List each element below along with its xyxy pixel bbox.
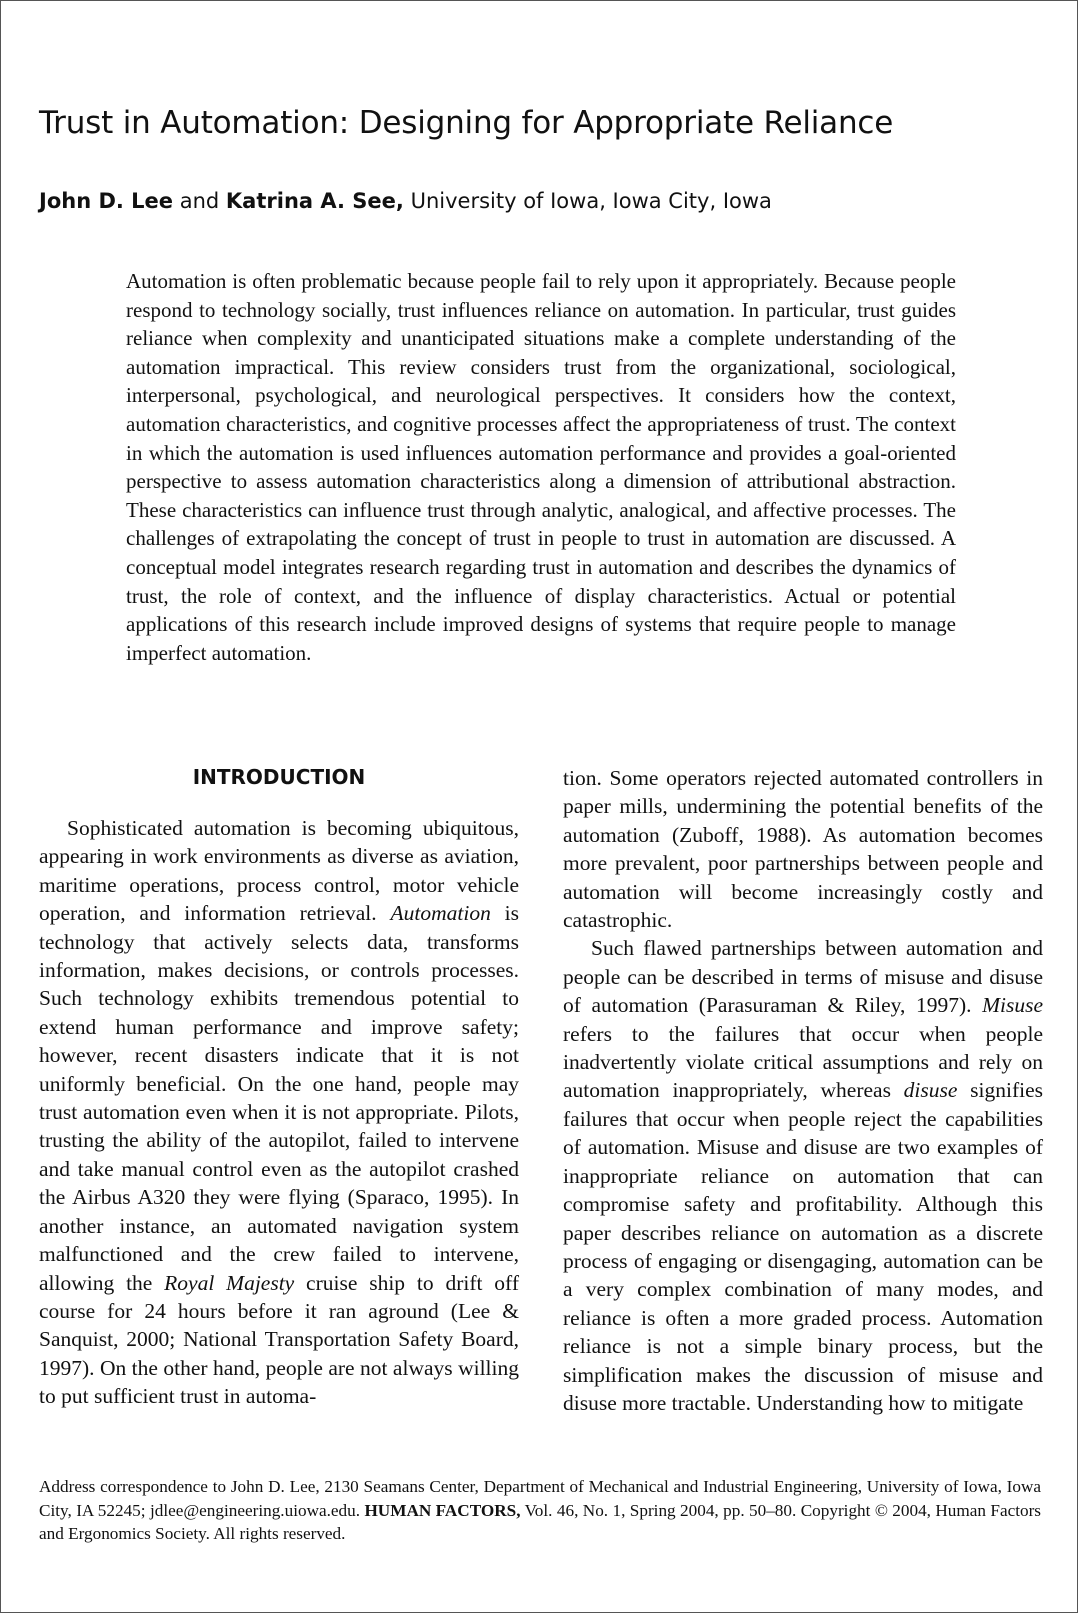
abstract: Automation is often problematic because people fail to rely upon it appropriately. Because people respond to technology socially, trust influences reliance on automation. In particular, trust guides reliance when complexity and unanticipated situations make a complete understanding of the automation impractical. This review considers trust from the organizational, sociological, interpersonal, psychological, and neurological perspectives. It considers how the context, automation characteristics, and cognitive processes affect the appropriateness of trust. The context in which the automation is used influences automation performance and provides a goal-oriented perspective to assess automation characteristics along a dimension of attributional abstraction. These characteristics can influence trust through analytic, analogical, and affective processes. The challenges of extrapolating the concept of trust in people to trust in automation are discussed. A conceptual model integrates research regarding trust in automation and describes the dynamics of trust, the role of context, and the influence of display characteristics. Actual or potential applications of this research include improved designs of systems that require people to manage imperfect automation. xyxy=(126,269,956,665)
paragraph-text: is technology that actively selects data, transforms information, makes decisions, or controls processes. Such technology exhibits tremendous potential to extend human performance and improve safety; however, recent disasters indicate that it is not uniformly beneficial. On the one hand, people may trust automation even when it is not appropriate. Pilots, trusting the ability of the autopilot, failed to intervene and take manual control even as the autopilot crashed the Airbus A320 they were flying (Sparaco, 1995). In another instance, an automated navigation system malfunctioned and the crew failed to intervene, allowing the xyxy=(39,901,520,1295)
journal-name: HUMAN FACTORS, xyxy=(364,1500,521,1520)
body-column-right xyxy=(563,764,1043,1417)
term-automation: Automation xyxy=(390,901,491,926)
paragraph-text: Sophisticated automation is becoming ubiquitous, appearing in work environments as diverse as aviation, maritime operations, process control, motor vehicle operation, and information retrieval. xyxy=(39,816,519,926)
paragraph-text: cruise ship to drift off course for 24 hours before it ran aground (Lee & Sanquist, 2000; National Transportation Safety Board, 1997). On the other hand, people are not always willing to put sufficient trust in automa- xyxy=(39,1270,519,1409)
author-line xyxy=(39,189,772,213)
author-lee: John D. Lee xyxy=(39,189,174,213)
correspondence-footnote xyxy=(39,1475,1041,1546)
term-misuse: Misuse xyxy=(982,993,1043,1018)
term-disuse: disuse xyxy=(903,1078,958,1103)
paragraph-intro-2 xyxy=(563,934,1043,1417)
paragraph-text: Such flawed partnerships between automation and people can be described in terms of misuse and disuse of automation (Parasuraman & Riley, 1997). xyxy=(563,936,1043,1018)
author-see: Katrina A. See, xyxy=(225,189,404,213)
ship-name: Royal Majesty xyxy=(164,1270,295,1295)
paragraph-text: refers to the failures that occur when people inadvertently violate critical assumptions and rely on automation inappropriately, whereas xyxy=(563,1021,1043,1103)
author-conjunction: and xyxy=(173,189,226,213)
author-affiliation: University of Iowa, Iowa City, Iowa xyxy=(403,189,772,213)
footnote-text: Address correspondence to John D. Lee, 2130 Seamans Center, Department of Mechanical and Industrial Engineering, University of Iowa, Iowa City, IA 52245; jdlee@engineering.uiowa.edu. xyxy=(39,1477,1041,1520)
body-column-left xyxy=(39,761,519,1411)
paragraph-text: signifies failures that occur when people reject the capabilities of automation. Misuse and disuse are two examples of inappropriate reliance on automation that can compromise safety and profitability. Although this paper describes reliance on automation as a discrete process of engaging or disengaging, automation can be a very complex combination of many modes, and reliance is often a more graded process. Automation reliance is not a simple binary process, but the simplification makes the discussion of misuse and disuse more tractable. Understanding how to mitigate xyxy=(563,1078,1044,1415)
footnote-text: Vol. 46, No. 1, Spring 2004, pp. 50–80. Copyright © 2004, Human Factors and Ergonomics Society. All rights reserved. xyxy=(39,1500,1041,1543)
paper-title: Trust in Automation: Designing for Appropriate Reliance xyxy=(39,105,894,141)
section-heading-introduction: INTRODUCTION xyxy=(192,765,366,789)
paragraph-intro-1-continued: tion. Some operators rejected automated controllers in paper mills, undermining the potential benefits of the automation (Zuboff, 1988). As automation becomes more prevalent, poor partnerships between people and automation will become increasingly costly and catastrophic. xyxy=(563,766,1043,933)
paragraph-intro-1 xyxy=(39,814,519,1411)
